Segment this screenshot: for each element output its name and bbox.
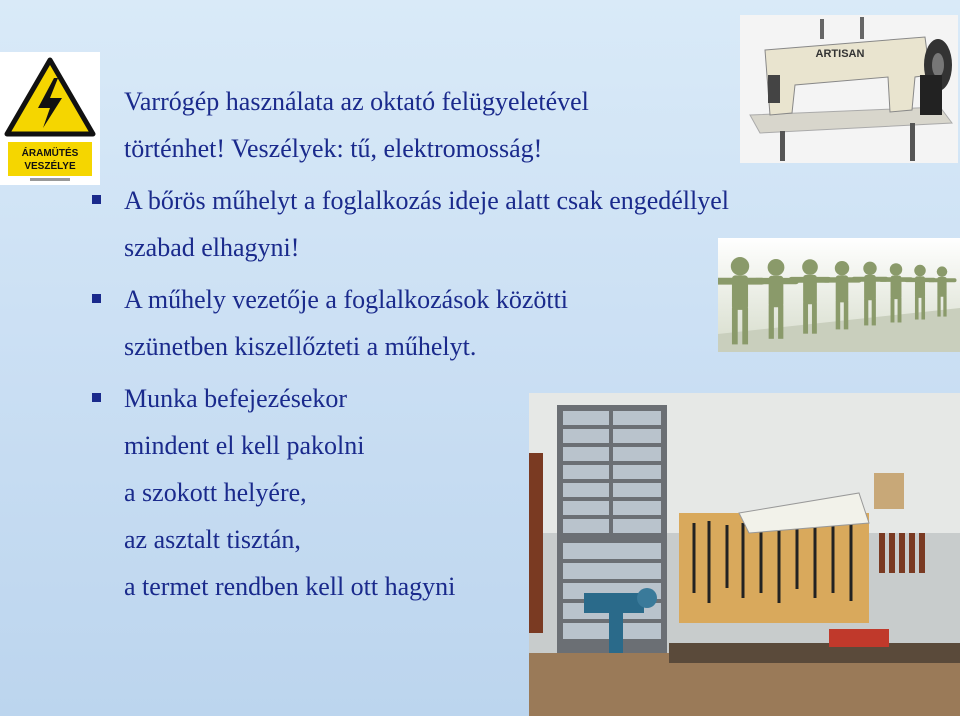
bullet-line: A bőrös műhelyt a foglalkozás ideje alatt csak engedéllyel	[124, 186, 730, 215]
bullet-line: szünetben kiszellőzteti a műhelyt.	[124, 332, 477, 361]
high-voltage-icon	[0, 52, 100, 185]
bullet-line: Varrógép használata az oktató felügyeletével	[124, 87, 589, 116]
bullet-item-ventilation	[92, 276, 892, 370]
bullet-item-sewing-machine	[92, 78, 892, 172]
bullet-marker-icon	[92, 195, 101, 204]
warning-sign-image	[0, 52, 100, 185]
bullet-line: az asztalt tisztán,	[124, 525, 301, 554]
bullet-item-tidy-up	[92, 375, 892, 610]
warning-label-line2: VESZÉLYE	[24, 161, 76, 172]
bullet-line: mindent el kell pakolni	[124, 431, 365, 460]
sewing-machine-brand: ARTISAN	[815, 48, 865, 60]
bullet-line: Munka befejezésekor	[124, 384, 348, 413]
bullet-line: a szokott helyére,	[124, 478, 307, 507]
bullet-item-leave-workshop	[92, 177, 892, 271]
bullet-marker-icon	[92, 294, 101, 303]
bullet-list	[92, 78, 892, 610]
bullet-line: szabad elhagyni!	[124, 233, 300, 262]
bullet-line: A műhely vezetője a foglalkozások közötti	[124, 285, 569, 314]
warning-label-line1: ÁRAMÜTÉS	[21, 148, 79, 159]
bullet-line: a termet rendben kell ott hagyni	[124, 572, 456, 601]
bullet-line: történhet! Veszélyek: tű, elektromosság!	[124, 134, 543, 163]
bullet-marker-icon	[92, 393, 101, 402]
